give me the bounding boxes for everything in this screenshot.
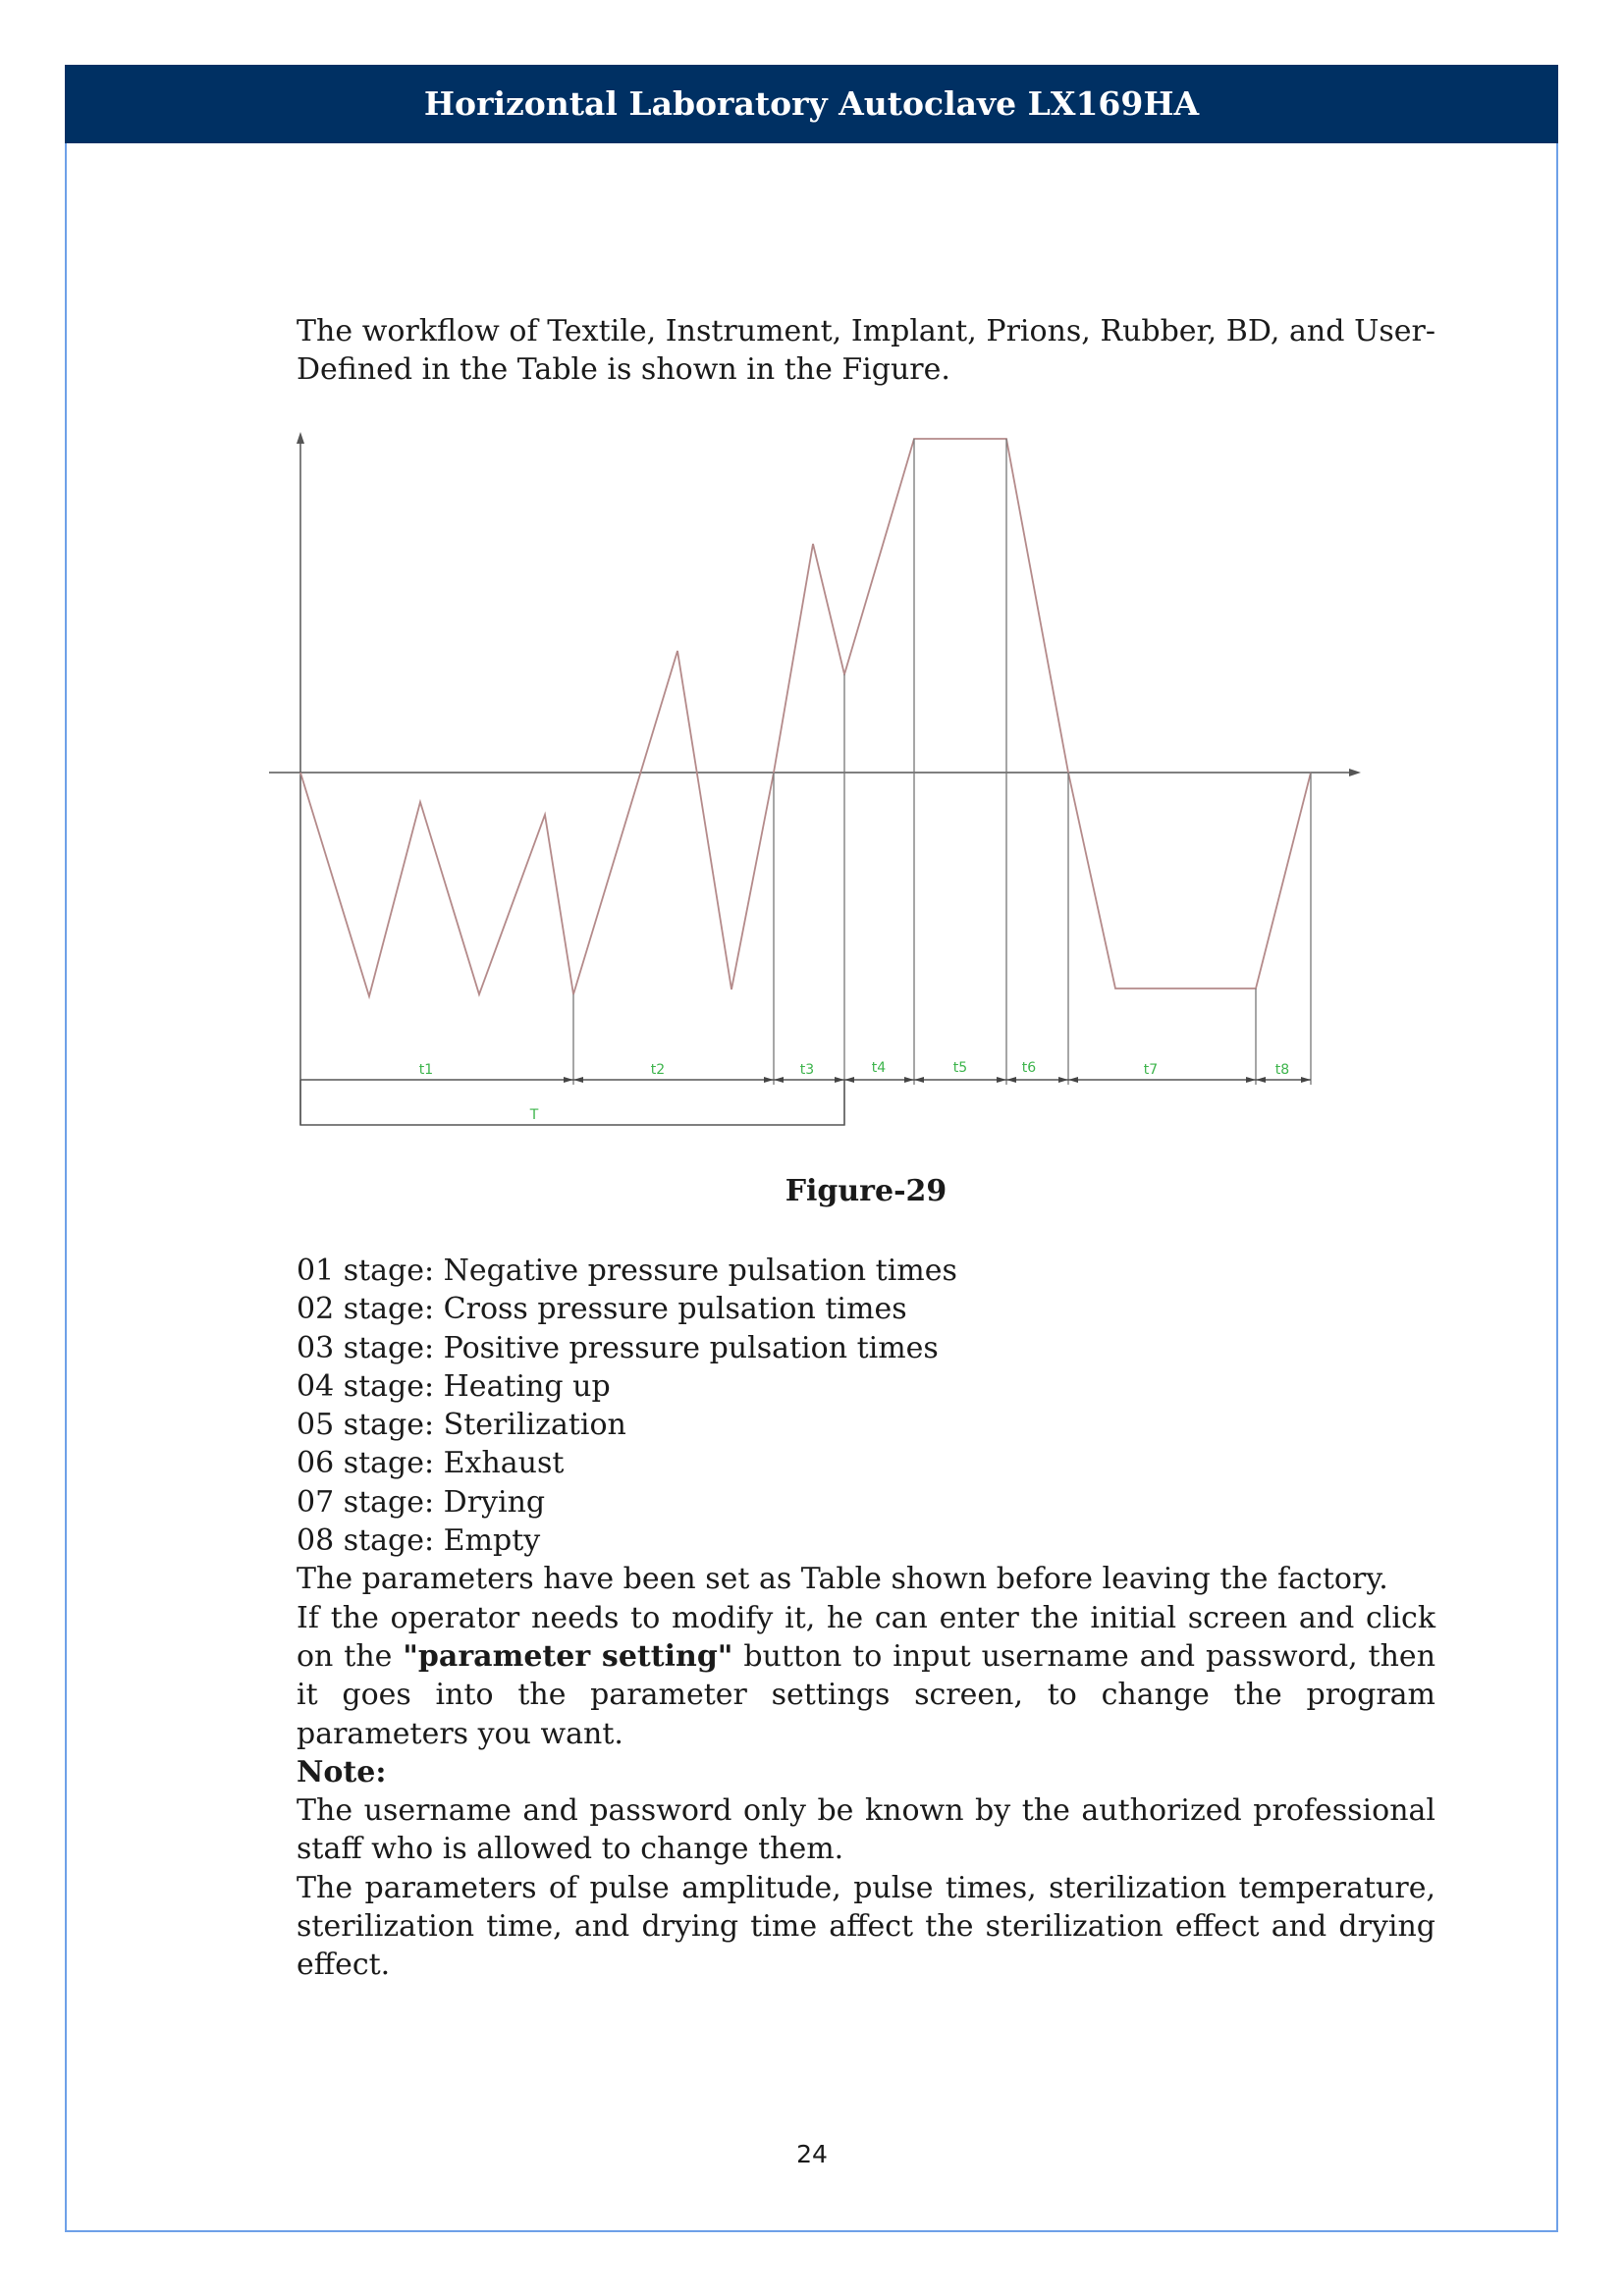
modify-text-before: If the operator needs to modify it, he can enter the initial screen and click on the — [297, 1600, 1435, 1674]
stage-line: 02 stage: Cross pressure pulsation times — [297, 1292, 907, 1327]
parameter-setting-term: "parameter setting" — [403, 1638, 733, 1674]
effect-text: The parameters of pulse amplitude, pulse times, sterilization temperature, sterilization time, and drying time affect the sterilization effect and drying effect. — [297, 1870, 1435, 1983]
stage-line: 06 stage: Exhaust — [297, 1446, 565, 1481]
stage-line: 03 stage: Positive pressure pulsation times — [297, 1330, 939, 1365]
header-title: Horizontal Laboratory Autoclave LX169HA — [423, 84, 1200, 123]
total-label: T — [529, 1107, 539, 1123]
modify-text-after: button to input username and password, then it goes into the parameter settings screen, to change the program parameters you want. — [297, 1638, 1436, 1751]
interval-label-t7: t7 — [1143, 1062, 1159, 1078]
workflow-figure — [257, 422, 1377, 1139]
note-text: The username and password only be known by the authorized professional staff who is allowed to change them. — [297, 1793, 1435, 1867]
x-axis-arrow — [1349, 769, 1361, 776]
page-number: 24 — [796, 2140, 828, 2168]
workflow-diagram — [257, 422, 1377, 1139]
page-header — [65, 65, 1558, 143]
stage-line: 04 stage: Heating up — [297, 1368, 611, 1404]
factory-note: The parameters have been set as Table shown before leaving the factory. — [297, 1562, 1388, 1597]
figure-caption: Figure-29 — [785, 1174, 947, 1208]
interval-label-t6: t6 — [1021, 1060, 1037, 1076]
stage-line: 08 stage: Empty — [297, 1523, 541, 1559]
pressure-curve — [300, 439, 1311, 996]
intro-paragraph: The workflow of Textile, Instrument, Implant, Prions, Rubber, BD, and User-Defined in the Table is shown in the Figure. — [297, 314, 1435, 387]
note-label: Note: — [297, 1754, 387, 1789]
modify-paragraph — [297, 1599, 1435, 1753]
interval-label-t3: t3 — [799, 1062, 815, 1078]
interval-label-t4: t4 — [871, 1060, 887, 1076]
interval-label-t8: t8 — [1274, 1062, 1290, 1078]
interval-label-t2: t2 — [650, 1062, 666, 1078]
interval-label-t1: t1 — [418, 1062, 434, 1078]
y-axis-arrow — [297, 432, 304, 444]
stage-line: 01 stage: Negative pressure pulsation times — [297, 1254, 957, 1288]
interval-label-t5: t5 — [952, 1060, 968, 1076]
body-text — [297, 1252, 1435, 1985]
stage-line: 07 stage: Drying — [297, 1484, 546, 1520]
stage-line: 05 stage: Sterilization — [297, 1408, 626, 1443]
total-bracket — [300, 1080, 844, 1125]
